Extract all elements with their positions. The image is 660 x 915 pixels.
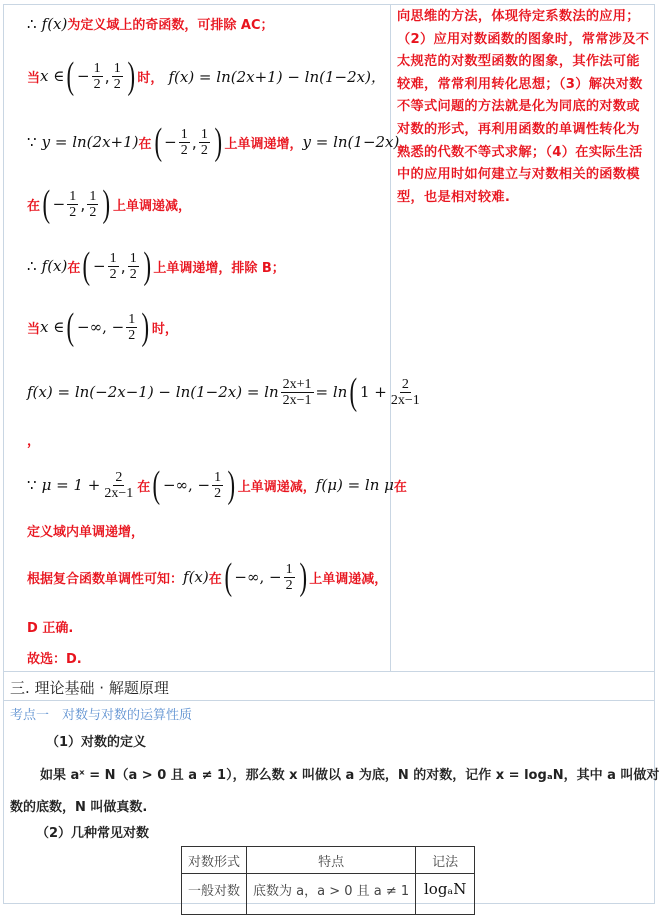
kaodian-heading: 考点一 对数与对数的运算性质 bbox=[10, 708, 193, 723]
table-cell: 一般对数 bbox=[182, 874, 247, 915]
section-divider bbox=[3, 700, 655, 701]
solution-line-13: 故选：D. bbox=[27, 652, 82, 667]
section-title: 三. 理论基础 · 解题原理 bbox=[10, 679, 169, 697]
solution-line-6: 当 x ∈ ( −∞, − $\frac{1}{2}$ ) 时， bbox=[27, 306, 178, 348]
subheading-common-logs: （2）几种常见对数 bbox=[36, 826, 150, 841]
fraction: $\frac{1}{2}$ bbox=[93, 60, 101, 92]
table-header: 对数形式 bbox=[182, 847, 247, 874]
solution-line-12: D 正确. bbox=[27, 621, 74, 636]
solution-line-2: 当 x ∈ ( − $\frac{1}{2}$ , $\frac{1}{2}$ ) 时， f(x) = ln(2x+1) − ln(1−2x)， bbox=[27, 55, 386, 97]
right-paren: ) bbox=[127, 55, 135, 97]
row-divider bbox=[3, 671, 655, 672]
solution-line-9: ∵ μ = 1 + $\frac{2}{2x-1}$ 在 ( −∞, − $\frac{1}{2}$ ) 上单调递减， f(μ) = ln μ 在 bbox=[27, 464, 407, 506]
definition-line-1: 如果 aˣ = N（a > 0 且 a ≠ 1），那么数 x 叫做以 a 为底，N 的对数，记作 x = logₐN，其中 a 叫做对 bbox=[40, 768, 660, 783]
solution-line-5: ∴ f(x) 在 ( − $\frac{1}{2}$ , $\frac{1}{2}$ ) 上单调递增，排除 B； bbox=[27, 245, 285, 287]
solution-line-11: 根据复合函数单调性可知： f(x) 在 ( −∞, − $\frac{1}{2}$ ) 上单调递减， bbox=[27, 556, 388, 598]
log-types-table bbox=[181, 846, 475, 915]
table-cell: 底数为 a，a > 0 且 a ≠ 1 bbox=[247, 874, 416, 915]
table-header: 记法 bbox=[416, 847, 475, 874]
table-header: 特点 bbox=[247, 847, 416, 874]
solution-line-10: 定义域内单调递增， bbox=[27, 525, 145, 540]
solution-line-8: ， bbox=[27, 434, 41, 449]
fraction: $\frac{1}{2}$ bbox=[113, 60, 121, 92]
definition-line-2: 数的底数，N 叫做真数. bbox=[10, 800, 148, 815]
left-paren: ( bbox=[66, 55, 75, 97]
notes-text: 向思维的方法，体现待定系数法的应用；（2）应用对数函数的图象时，常常涉及不太规范的对数型函数的图象，其作法可能较难，常常利用转化思想；（3）解决对数不等式问题的方法就是化为同底的对数或对数的形式，再利用函数的单调性转化为熟悉的代数不等式求解；（4）在实际生活中的应用时如何建立与对数相关的函数模型，也是相对较难. bbox=[397, 9, 650, 205]
solution-line-7: f(x) = ln(−2x−1) − ln(1−2x) = ln $\frac{2x+1}{2x-1}$ = ln ( 1 + $\frac{2}{2x-1}$ bbox=[27, 371, 420, 413]
subheading-definition: （1）对数的定义 bbox=[46, 735, 147, 750]
solution-line-3: ∵ y = ln(2x+1) 在 ( − $\frac{1}{2}$ , $\frac{1}{2}$ ) 上单调递增， y = ln(1−2x) bbox=[27, 121, 400, 163]
solution-line-4: 在 ( − $\frac{1}{2}$ , $\frac{1}{2}$ ) 上单调递减， bbox=[27, 183, 192, 225]
solution-line-1: ∴ f(x) 为定义域上的奇函数，可排除 AC； bbox=[27, 14, 274, 33]
table-cell: logₐN bbox=[416, 874, 475, 915]
